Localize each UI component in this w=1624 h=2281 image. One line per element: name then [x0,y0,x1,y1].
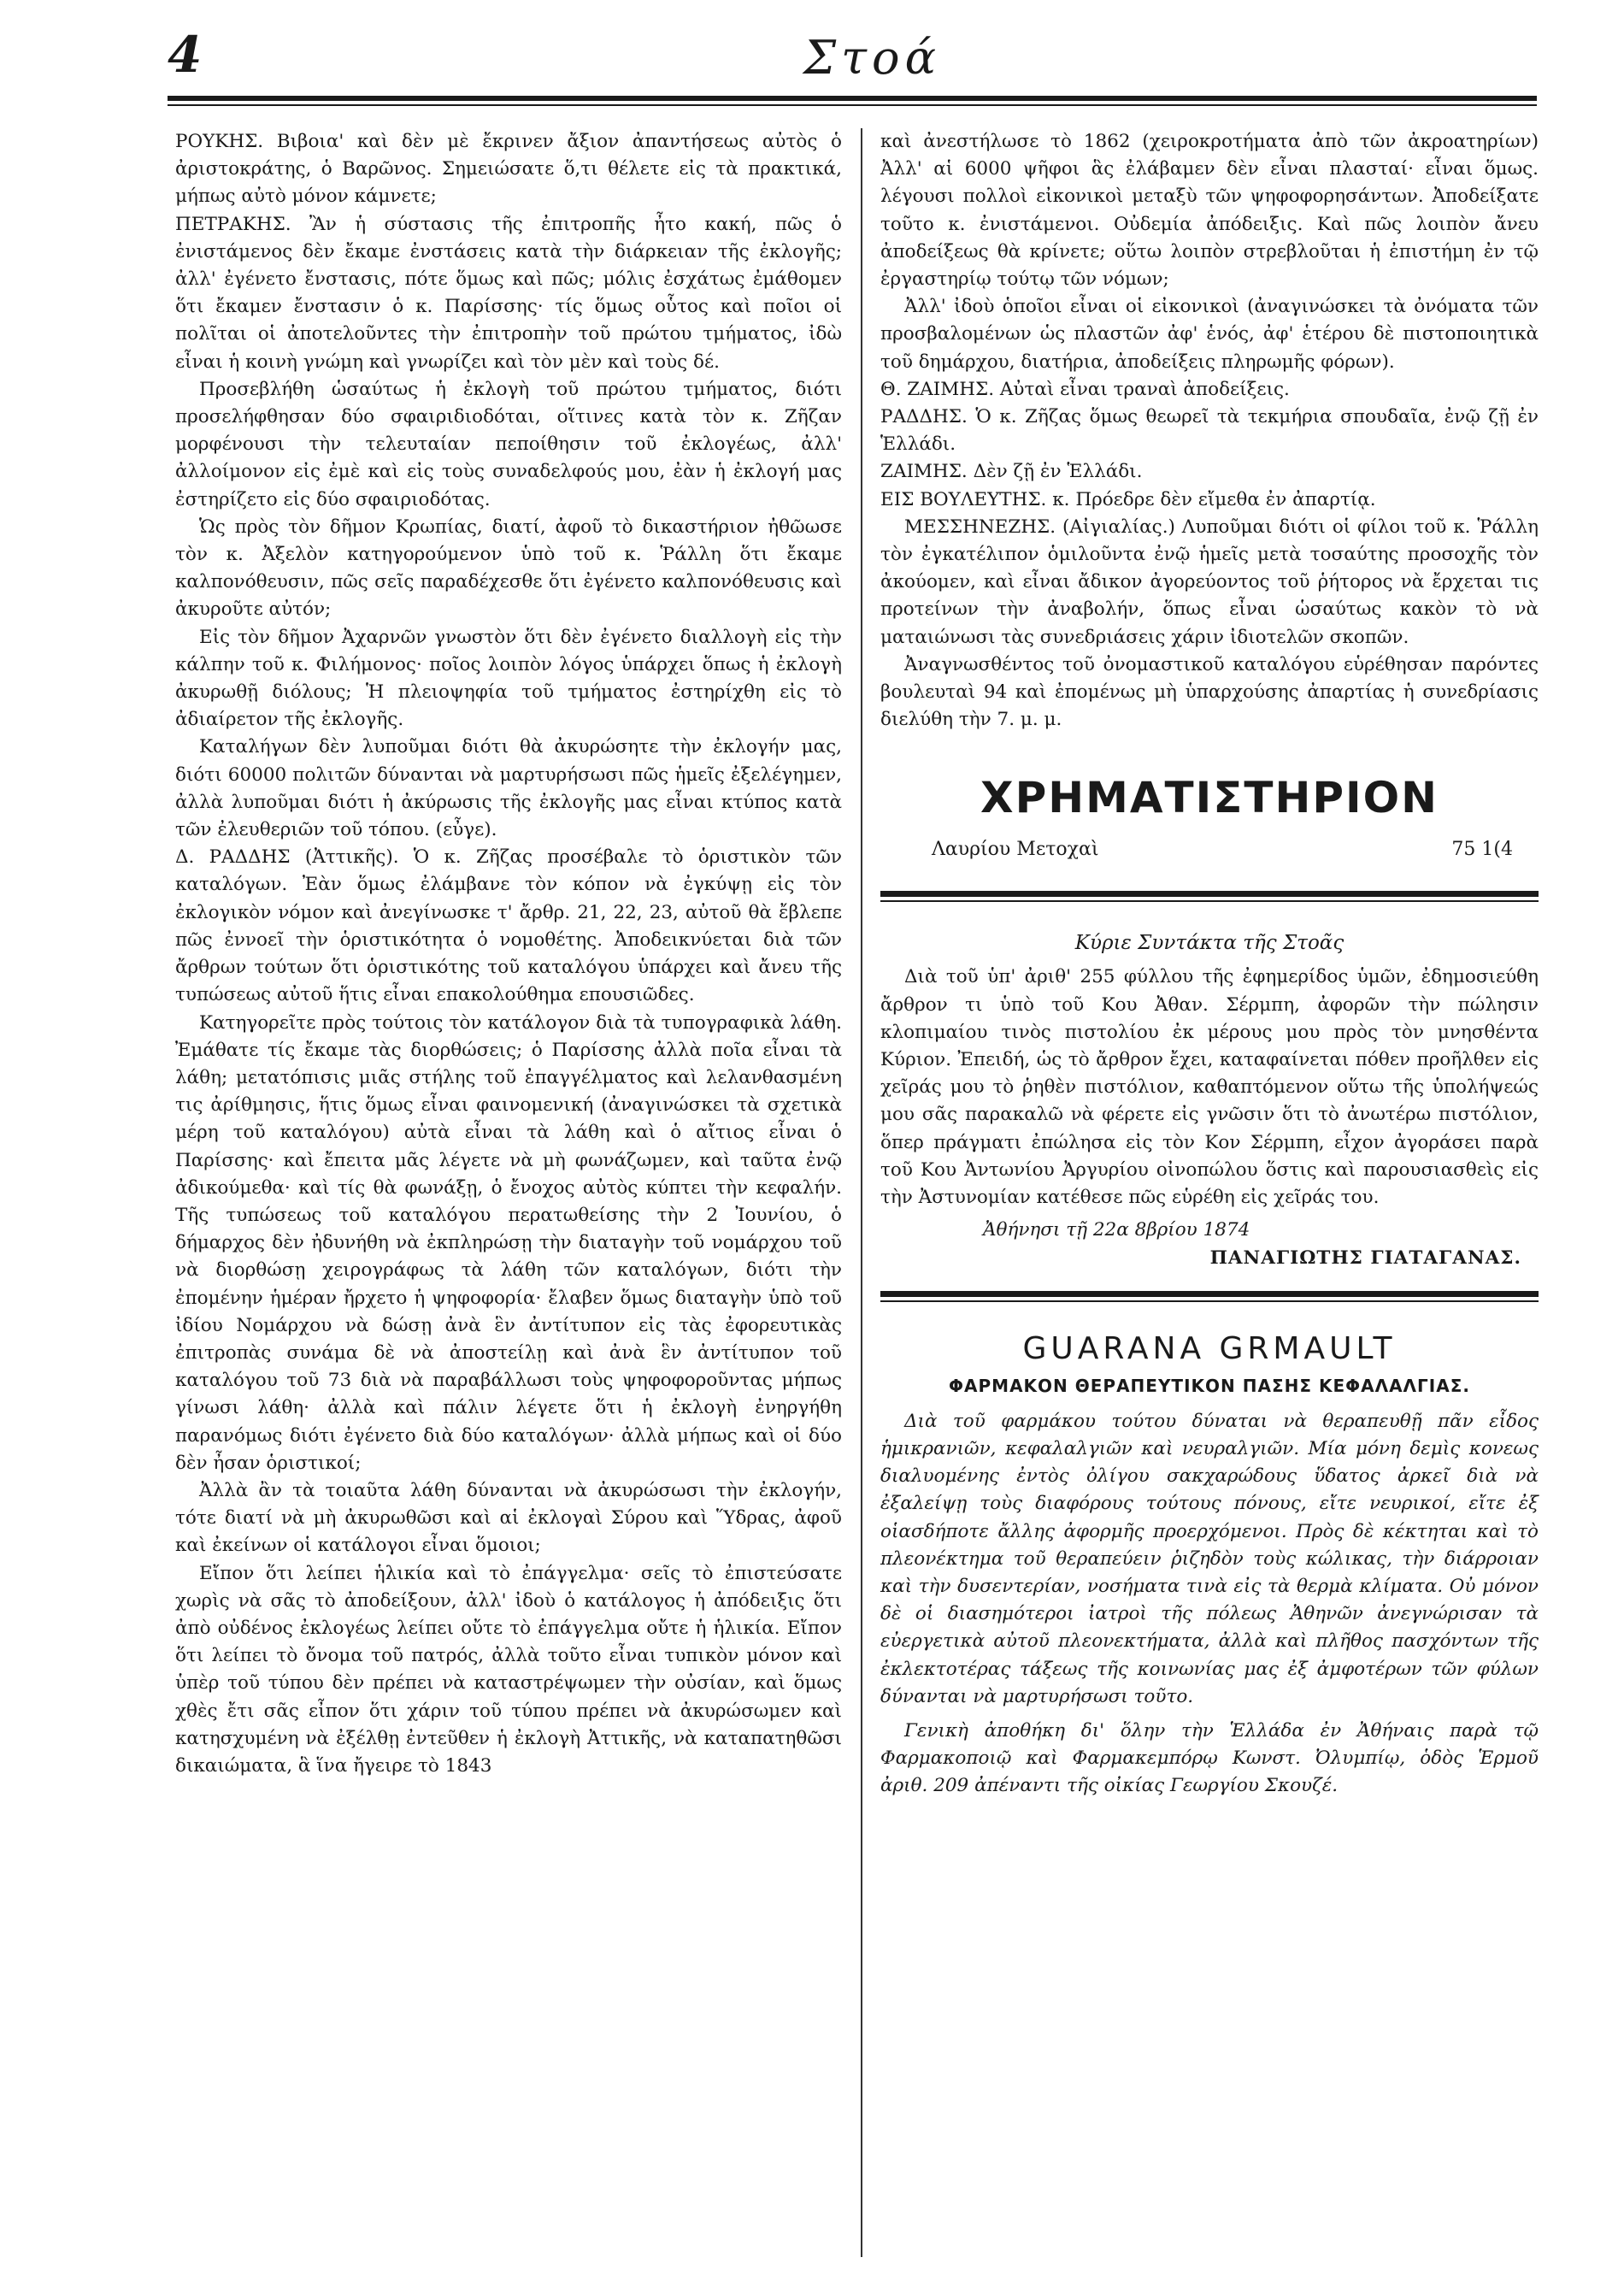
advert-subtitle: ΦΑΡΜΑΚΟΝ ΘΕΡΑΠΕΥΤΙΚΟΝ ΠΑΣΗΣ ΚΕΦΑΛΑΛΓΙΑΣ. [949,1375,1470,1396]
paragraph: Καταλήγων δὲν λυποῦμαι διότι θὰ ἀκυρώσητε τὴν ἐκλογήν μας, διότι 60000 πολιτῶν δύνανται νὰ μαρτυρήσωσι πῶς ἡμεῖς ἐξελέγημεν, ἀλλὰ λυποῦμαι διότι ἡ ἀκύρωσις τῆς ἐκλογῆς μας εἶναι κτύπος κατὰ τῶν ἐλευθεριῶν τοῦ τόπου. (εὖγε). [175,736,842,841]
exchange-item-label: Λαυρίου Μετοχαὶ [932,839,1099,861]
paragraph: Κατηγορεῖτε πρὸς τούτοις τὸν κατάλογον διὰ τὰ τυπογραφικὰ λάθη. Ἐμάθατε τίς ἔκαμε τὰς διορθώσεις; ὁ Παρίσσης ἀλλὰ ποῖα εἶναι τὰ λάθη; μετατόπισις μιᾶς στήλης τοῦ ἐπαγγέλματος καὶ λελανθασμένη τις ἀρίθμησις, ἥτις ὅμως εἶναι φαινομενική (ἀναγινώσκει τὰ σχετικὰ μέρη τοῦ καταλόγου) αὐτὰ εἶναι τὰ λάθη καὶ ὁ αἴτιος εἶναι ὁ Παρίσσης· καὶ ἔπειτα μᾶς λέγετε νὰ μὴ φωνάζωμεν, καὶ ταῦτα ἐνῷ ἀδικούμεθα· καὶ τίς θὰ φωνάξῃ, ὁ ἔνοχος αὐτὸς κύπτει τὴν κεφαλήν. Τῆς τυπώσεως τοῦ καταλόγου περατωθείσης τὴν 2 Ἰουνίου, ὁ δήμαρχος δὲν ἠδυνήθη νὰ ἐκπληρώσῃ τὴν διαταγὴν τοῦ νομάρχου τοῦ νὰ διορθώσῃ χειρογράφως τὰ λάθη τῶν καταλόγων, διότι τὴν ἐπομένην ἡμέραν ἤρχετο ἡ ψηφοφορία· ἔλαβεν ὅμως διαταγὴν ὑπὸ τοῦ ἰδίου Νομάρχου νὰ δώσῃ ἀνὰ ἓν ἀντίτυπον εἰς τὰς ἐφορευτικὰς ἐπιτροπὰς συνάμα δὲ νὰ ἀποστείλῃ καὶ ἀνὰ ἓν ἀντίτυπον τοῦ καταλόγου τοῦ 73 διὰ νὰ παραβάλλωσι τοὺς ψηφοφοροῦντας μήπως γίνωσι λάθη· ἀλλὰ καὶ πάλιν λέγετε ὅτι ἡ ἐκλογὴ ἐνηργήθη παρανόμως διότι ἐγένετο διὰ δύο καταλόγων· ἀλλὰ μήπως καὶ οἱ δύο δὲν ἦσαν ὁριστικοί; [175,1011,842,1474]
header-rule [168,96,1537,101]
paragraph: ΠΕΤΡΑΚΗΣ. Ἂν ἡ σύστασις τῆς ἐπιτροπῆς ἦτο κακή, πῶς ὁ ἐνιστάμενος δὲν ἔκαμε ἐνστάσεις κατὰ τὴν διάρκειαν τῆς ἐκλογῆς; ἀλλ' ἐγένετο ἔνστασις, πότε ὅμως καὶ πῶς; μόλις ἐσχάτως ἐμάθομεν ὅτι ἔκαμεν ἔνστασιν ὁ κ. Παρίσσης· τίς ὅμως οὗτος καὶ ποῖοι οἱ πολῖται οἱ ἀποτελοῦντες τὴν ἐπιτροπὴν τοῦ πρώτου τμήματος, ἰδὼ εἶναι ἡ κοινὴ γνώμη καὶ γνωρίζει καὶ τὸν μὲν καὶ τοὺς δέ. [175,213,842,373]
paragraph: Ἀναγνωσθέντος τοῦ ὀνομαστικοῦ καταλόγου εὑρέθησαν παρόντες βουλευταὶ 94 καὶ ἐπομένως μὴ ὑπαρχούσης ἀπαρτίας ἡ συνεδρίασις διελύθη τὴν 7. μ. μ. [880,653,1539,731]
section-rule-thin [880,1300,1539,1302]
letter-signature: ΠΑΝΑΓΙΩΤΗΣ ΓΙΑΤΑΓΑΝΑΣ. [1209,1247,1521,1269]
paragraph: Ἀλλὰ ἂν τὰ τοιαῦτα λάθη δύνανται νὰ ἀκυρώσωσι τὴν ἐκλογήν, τότε διατί νὰ μὴ ἀκυρωθῶσι καὶ αἱ ἐκλογαὶ Σύρου καὶ Ὕδρας, ἀφοῦ καὶ ἐκείνων οἱ κατάλογοι εἶναι ὅμοιοι; [175,1479,842,1557]
exchange-row [880,828,1539,872]
paragraph: ΜΕΣΣΗΝΕΖΗΣ. (Αἰγιαλίας.) Λυποῦμαι διότι οἱ φίλοι τοῦ κ. Ῥάλλη τὸν ἐγκατέλιπον ὁμιλοῦντα ἐνῷ ἡμεῖς μετὰ τοσαύτης προσοχῆς τὸν ἀκούομεν, καὶ εἶναι ἄδικον ἀγορεύοντος τοῦ ῥήτορος νὰ ἔρχεται τις προτείνων τὴν ἀναβολήν, ὅπως εἶναι ὡσαύτως κακὸν τὸ νὰ ματαιώνωσι τὰς συνεδριάσεις χάριν ἰδιοτελῶν σκοπῶν. [880,516,1539,648]
column-divider [861,128,862,2257]
newspaper-title: Στοά [803,31,942,85]
paragraph: Εἰς τὸν δῆμον Ἀχαρνῶν γνωστὸν ὅτι δὲν ἐγένετο διαλλογὴ εἰς τὴν κάλπην τοῦ κ. Φιλήμονος· ποῖος λοιπὸν λόγος ὑπάρχει ὅπως ἡ ἐκλογὴ ἀκυρωθῇ διόλους; Ἡ πλειοψηφία τοῦ τμήματος ἐστηρίχθη εἰς τὸ ἀδιαίρετον τῆς ἐκλογῆς. [175,626,842,731]
paragraph: Προσεβλήθη ὡσαύτως ἡ ἐκλογὴ τοῦ πρώτου τμήματος, διότι προσελήφθησαν δύο σφαιριδιοδόται, οἵτινες κατὰ τὸν κ. Ζῆζαν μορφένουσι τὴν τελευταίαν πεποίθησιν τοῦ ἐκλογέως, ἀλλ' ἀλλοίμονον εἰς ἐμὲ καὶ εἰς τοὺς συναδελφούς μου, ἐὰν ἡ ἐκλογή μας ἐστηρίζετο εἰς δύο σφαιριοδότας. [175,378,842,510]
section-rule-thin [880,900,1539,902]
paragraph: ΖΑΙΜΗΣ. Δὲν ζῇ ἐν Ἑλλάδι. [880,461,1143,483]
letter-body: Διὰ τοῦ ὑπ' ἀριθ' 255 φύλλου τῆς ἐφημερίδος ὑμῶν, ἐδημοσιεύθη ἄρθρον τι ὑπὸ τοῦ Κου Ἀθαν. Σέρμπη, ἀφορῶν τὴν πώλησιν κλοπιμαίου τινὸς πιστολίου ἐκ μέρους μου πρὸς τὸν μνησθέντα Κύριον. Ἐπειδή, ὡς τὸ ἄρθρον ἔχει, καταφαίνεται πόθεν προῆλθεν εἰς χεῖράς μου τὸ ῥηθὲν πιστόλιον, καθαπτόμενον οὕτω τῆς ὑπολήψεώς μου σᾶς παρακαλῶ νὰ φέρετε εἰς γνῶσιν ὅτι τὸ ἀνωτέρω πιστόλιον, ὅπερ πράγματι ἐπώλησα εἰς τὸν Κον Σέρμπη, εἶχον ἀγοράσει παρὰ τοῦ Κου Ἀντωνίου Ἀργυρίου οἰνοπώλου ὅστις καὶ παρουσιασθεὶς εἰς τὴν Ἀστυνομίαν κατέθεσε πῶς εὑρέθη εἰς χεῖράς του. [880,966,1539,1209]
paragraph: Δ. ΡΑΔΔΗΣ (Ἀττικῆς). Ὁ κ. Ζῆζας προσέβαλε τὸ ὁριστικὸν τῶν καταλόγων. Ἐὰν ὅμως ἐλάμβανε τὸν κόπον νὰ ἐγκύψῃ εἰς τὸν ἐκλογικὸν νόμον καὶ ἀνεγίνωσκε τ' ἄρθρ. 21, 22, 23, αὐτοῦ θὰ ἔβλεπε πῶς ἐννοεῖ τὴν ὁριστικότητα ὁ νομοθέτης. Ἀποδεικνύεται διὰ τῶν ἄρθρων τούτων ὅτι ὁριστικότης τοῦ καταλόγου ὑπάρχει καὶ ἄνευ τῆς τυπώσεως αὐτοῦ ἥτις εἶναι επακολούθημα επουσιῶδες. [175,846,842,1006]
left-column [175,128,842,1780]
paragraph: καὶ ἀνεστήλωσε τὸ 1862 (χειροκροτήματα ἀπὸ τῶν ἀκροατηρίων) Ἀλλ' αἱ 6000 ψῆφοι ἃς ἐλάβαμεν δὲν εἶναι πλασταί· εἶναι ὅμως. λέγουσι πολλοὶ εἰκονικοὶ μεταξὺ τῶν ψηφοφορησάντων. Ἀποδείξατε τοῦτο κ. ἐνιστάμενοι. Οὐδεμία ἀπόδειξις. Καὶ πῶς λοιπὸν ἄνευ ἀποδείξεως θὰ κρίνετε; οὕτω λοιπὸν στρεβλοῦται ἡ ἐπιστήμη ἐν τῷ ἐργαστηρίῳ τούτῳ τῶν νόμων; [880,131,1539,291]
paragraph: ΡΟΥΚΗΣ. Βιβοια' καὶ δὲν μὲ ἔκρινεν ἄξιον ἀπαντήσεως αὐτὸς ὁ ἀριστοκράτης, ὁ Βαρῶνος. Σημειώσατε ὅ,τι θέλετε εἰς τὰ πρακτικά, μήπως αὐτὸ μόνον κάμνετε; [175,131,842,208]
exchange-title: ΧΡΗΜΑΤΙΣΤΗΡΙΟΝ [980,773,1439,823]
paragraph: Ἀλλ' ἰδοὺ ὁποῖοι εἶναι οἱ εἰκονικοὶ (ἀναγινώσκει τὰ ὀνόματα τῶν προσβαλομένων ὡς πλαστῶν ἀφ' ἑνός, ἀφ' ἑτέρου δὲ πιστοποιητικὰ τοῦ δημάρχου, διατήρια, ἀποδείξεις πληρωμῆς φόρων). [880,296,1539,373]
advert-title: GUARANA GRMAULT [1022,1330,1397,1366]
exchange-item-value: 75 1(4 [1451,839,1513,861]
paragraph: ΕΙΣ ΒΟΥΛΕΥΤΗΣ. κ. Πρόεδρε δὲν εἴμεθα ἐν ἀπαρτίᾳ. [880,488,1376,510]
paragraph: Θ. ΖΑΙΜΗΣ. Αὐταὶ εἶναι τραναὶ ἀποδείξεις. [880,378,1290,400]
paragraph: Εἴπον ὅτι λείπει ἡλικία καὶ τὸ ἐπάγγελμα· σεῖς τὸ ἐπιστεύσατε χωρὶς νὰ σᾶς τὸ ἀποδείξουν, ἀλλ' ἰδοὺ ὁ κατάλογος ἡ ἀπόδειξις ὅτι ἀπὸ οὐδένος ἐκλογέως λείπει οὔτε τὸ ἐπάγγελμα οὔτε ἡ ἡλικία. Εἴπον ὅτι λείπει τὸ ὄνομα τοῦ πατρός, ἀλλὰ τοῦτο εἶναι τυπικὸν μόνον καὶ ὑπὲρ τοῦ τύπου δὲν πρέπει νὰ καταστρέψωμεν τὴν οὐσίαν, καὶ ὅμως χθὲς ἔτι σᾶς εἶπον ὅτι χάριν τοῦ τύπου πρέπει νὰ ἀκυρώσωμεν καὶ κατησχυμένη νὰ ἐξέλθῃ ἐντεῦθεν ἡ ἐκλογὴ Ἀττικῆς, νὰ καταπατηθῶσι δικαιώματα, ἃ ἵνα ἤγειρε τὸ 1843 [175,1562,842,1777]
right-column [880,128,1539,1801]
section-rule [880,891,1539,897]
advert-body: Διὰ τοῦ φαρμάκου τούτου δύναται νὰ θεραπευθῇ πᾶν εἶδος ἡμικρανιῶν, κεφαλαλγιῶν καὶ νευραλγιῶν. Μία μόνη δεμὶς κονεως διαλυομένης ἐντὸς ὀλίγου σακχαρώδους ὕδατος ἀρκεῖ διὰ νὰ ἐξαλείψῃ τοὺς διαφόρους τούτους πόνους, εἴτε νευρικοί, εἴτε ἐξ οἱασδήποτε ἄλλης ἀφορμῆς προερχόμενοι. Πρὸς δὲ κέκτηται καὶ τὸ πλεονέκτημα τοῦ θεραπεύειν ῥιζηδὸν τοὺς κώλικας, τὴν διάρροιαν καὶ τὴν δυσεντερίαν, νοσήματα τινὰ εἰς τὰ θερμὰ κλίματα. Οὐ μόνον δὲ οἱ διασημότεροι ἰατροὶ τῆς πόλεως Ἀθηνῶν ἀνεγνώρισαν τὰ εὐεργετικὰ αὐτοῦ πλεονεκτήματα, ἀλλὰ καὶ πλῆθος πασχόντων τῆς ἐκλεκτοτέρας τάξεως τῆς κοινωνίας μας ἐξ ἀμφοτέρων τῶν φύλων δύνανται νὰ μαρτυρήσωσι τοῦτο. [880,1410,1539,1707]
masthead [0,0,1624,111]
paragraph: ΡΑΔΔΗΣ. Ὁ κ. Ζῆζας ὅμως θεωρεῖ τὰ τεκμήρια σπουδαῖα, ἐνῷ ζῇ ἐν Ἑλλάδι. [880,406,1539,456]
letter-date: Ἀθήνησι τῇ 22α 8βρίου 1874 [983,1219,1250,1241]
letter-salutation: Κύριε Συντάκτα τῆς Στοᾶς [1074,932,1345,955]
section-rule [880,1291,1539,1297]
page-number: 4 [168,26,203,84]
advert-depot: Γενικὴ ἀποθήκη δι' ὅλην τὴν Ἑλλάδα ἐν Ἀθήναις παρὰ τῷ Φαρμακοποιῷ καὶ Φαρμακεμπόρῳ Κωνστ. Ὀλυμπίῳ, ὁδὸς Ἑρμοῦ ἀριθ. 209 ἀπέναντι τῆς οἰκίας Γεωργίου Σκουζέ. [880,1719,1539,1797]
paragraph: Ὡς πρὸς τὸν δῆμον Κρωπίας, διατί, ἀφοῦ τὸ δικαστήριον ἠθῶωσε τὸν κ. Ἀξελὸν κατηγορούμενον ὑπὸ τοῦ κ. Ῥάλλη ὅτι ἔκαμε καλπονόθευσιν, πῶς σεῖς παραδέχεσθε ὅτι ἐγένετο καλπονόθευσις καὶ ἀκυροῦτε αὐτόν; [175,516,842,621]
header-rule-thin [168,104,1537,106]
